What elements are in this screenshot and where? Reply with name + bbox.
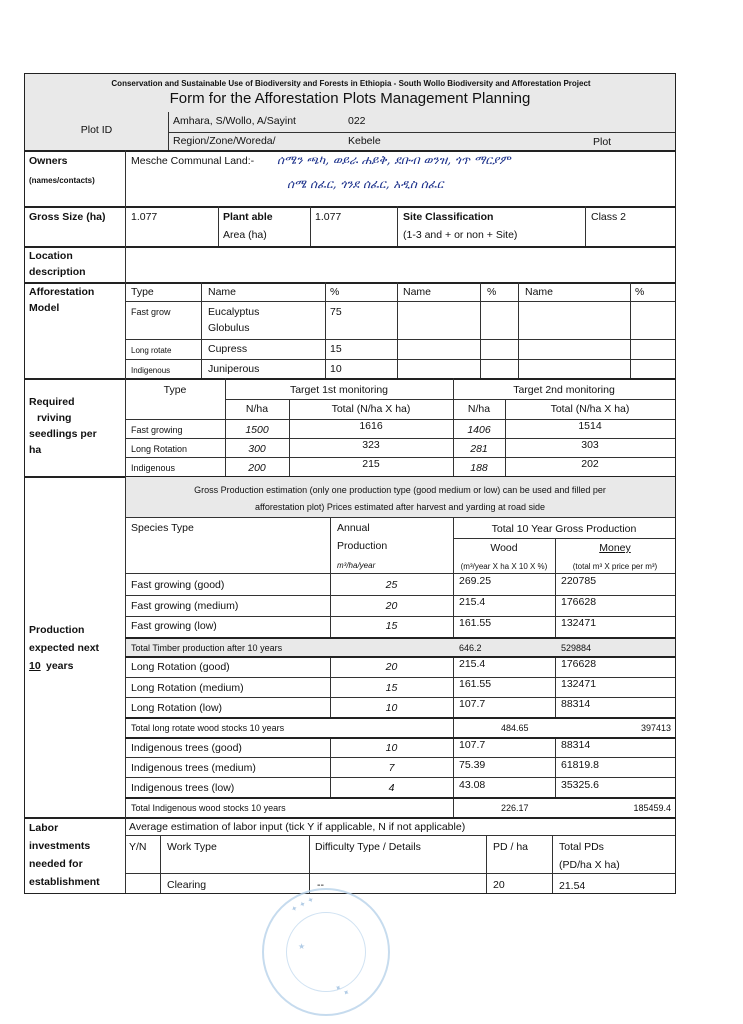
model-row-pct: 15 (330, 343, 342, 355)
model-col-pct: % (330, 286, 340, 298)
production-fast-total-wood: 646.2 (459, 643, 482, 653)
production-long-annual: 15 (385, 682, 398, 694)
seedlings-row-n2: 1406 (467, 424, 491, 436)
production-long-name: Long Rotation (medium) (131, 682, 244, 694)
production-long-annual: 20 (385, 661, 398, 673)
production-col-annual-2: Production (337, 540, 388, 552)
labor-col-total-sub: (PD/ha X ha) (559, 859, 620, 871)
owners-handwritten-line1: ሰሜን ጫካ, ወይራ ሐይቅ, ደቡብ ወንዝ, ጎጥ ማርያም (277, 153, 511, 167)
seedlings-label-4: ha (29, 444, 42, 456)
seedlings-row-t2: 202 (581, 458, 599, 470)
seedlings-label-3: seedlings per (29, 428, 97, 440)
production-long-total-money: 397413 (640, 723, 671, 733)
region-label: Region/Zone/Woreda/ (173, 135, 276, 147)
model-row-name: Eucalyptus (208, 306, 260, 318)
labor-col-difficulty: Difficulty Type / Details (315, 841, 421, 853)
production-long-wood: 215.4 (459, 658, 486, 670)
production-long-total-label: Total long rotate wood stocks 10 years (131, 723, 285, 733)
location-label-2: description (29, 266, 86, 278)
project-title: Conservation and Sustainable Use of Biodiversity and Forests in Ethiopia - South Wollo Biodiversity and Afforestation Project (111, 79, 591, 88)
production-indig-money: 35325.6 (561, 779, 599, 791)
seedlings-row-type: Fast growing (131, 425, 183, 435)
production-indig-total-label: Total Indigenous wood stocks 10 years (131, 803, 286, 813)
production-indig-annual: 4 (388, 782, 395, 794)
model-row-pct: 10 (330, 363, 342, 375)
production-fast-money: 176628 (561, 596, 597, 608)
production-col-wood: Wood (490, 542, 518, 554)
plantable-sublabel: Area (ha) (223, 229, 267, 241)
model-row-type: Indigenous (131, 366, 171, 375)
seedlings-row-t2: 303 (581, 439, 599, 451)
labor-col-pd: PD / ha (493, 841, 529, 853)
production-col-annual: Annual (337, 522, 370, 534)
region-value: Amhara, S/Wollo, A/Sayint (173, 115, 296, 127)
seedlings-row-n1: 1500 (245, 424, 269, 436)
production-col-species: Species Type (131, 522, 194, 534)
model-label: Afforestation (29, 286, 95, 298)
seedlings-row-n1: 200 (248, 462, 266, 474)
seedlings-nha-1: N/ha (245, 403, 269, 415)
production-fast-name: Fast growing (good) (131, 579, 225, 591)
production-long-money: 88314 (561, 698, 591, 710)
production-fast-money: 132471 (561, 617, 597, 629)
location-label: Location (29, 250, 73, 262)
production-note: Gross Production estimation (only one production type (good medium or low) can be used and filled per (194, 485, 606, 495)
labor-col-yn: Y/N (129, 841, 147, 853)
model-row-pct: 75 (330, 306, 342, 318)
labor-label-2: investments (29, 840, 91, 852)
labor-label: Labor (29, 822, 59, 834)
model-col-name-3: Name (525, 286, 554, 298)
production-fast-name: Fast growing (low) (131, 620, 217, 632)
production-long-wood: 161.55 (459, 678, 492, 690)
production-col-money-sub: (total m³ X price per m³) (572, 562, 658, 571)
labor-label-3: needed for (29, 858, 83, 870)
production-fast-money: 220785 (561, 575, 597, 587)
production-col-wood-sub: (m³/year X ha X 10 X %) (460, 562, 548, 571)
production-indig-money: 88314 (561, 739, 591, 751)
labor-label-4: establishment (29, 876, 100, 888)
site-class-sublabel: (1-3 and + or non + Site) (403, 229, 518, 241)
labor-row-total: 21.54 (559, 880, 586, 892)
model-row-type: Fast grow (131, 307, 171, 317)
seedlings-row-t1: 1616 (359, 420, 383, 432)
production-label-3: 10 (29, 660, 41, 672)
model-col-type: Type (131, 286, 154, 298)
production-label-4: years (46, 660, 74, 672)
production-fast-annual: 15 (385, 620, 398, 632)
planning-form (24, 73, 676, 894)
model-col-name-2: Name (403, 286, 432, 298)
seedlings-nha-2: N/ha (467, 403, 491, 415)
kebele-value: 022 (348, 115, 366, 127)
owners-label: Owners (29, 155, 68, 167)
seedlings-label-2: rviving (37, 412, 72, 424)
seedlings-target-2: Target 2nd monitoring (513, 384, 615, 396)
model-row-name: Juniperous (208, 363, 260, 375)
seedlings-row-t1: 323 (362, 439, 380, 451)
production-col-money: Money (599, 542, 631, 554)
production-indig-name: Indigenous trees (good) (131, 742, 242, 754)
model-row-name: Cupress (208, 343, 248, 355)
production-long-annual: 10 (385, 702, 398, 714)
site-class-value: Class 2 (591, 211, 627, 223)
production-indig-wood: 75.39 (459, 759, 486, 771)
seedlings-row-n2: 281 (470, 443, 488, 455)
model-row-type: Long rotate (131, 346, 172, 355)
seedlings-row-type: Indigenous (131, 463, 176, 473)
labor-row-pd: 20 (493, 879, 505, 891)
owners-sublabel: (names/contacts) (29, 176, 95, 185)
model-col-pct-3: % (635, 286, 645, 298)
labor-row-work: Clearing (167, 879, 207, 891)
production-indig-name: Indigenous trees (low) (131, 782, 235, 794)
labor-col-work: Work Type (167, 841, 217, 853)
plot-id-label: Plot ID (80, 124, 113, 136)
seedlings-row-n1: 300 (248, 443, 266, 455)
seedlings-row-n2: 188 (470, 462, 488, 474)
seedlings-total-2: Total (N/ha X ha) (550, 403, 630, 415)
owners-handwritten-line2: ሰሜ ሰፈር, ጎንደ ሰፈር, አዲስ ሰፈር (287, 177, 444, 191)
seedlings-row-type: Long Rotation (131, 444, 188, 454)
kebele-label: Kebele (348, 135, 381, 147)
production-long-wood: 107.7 (459, 698, 486, 710)
production-indig-annual: 10 (385, 742, 398, 754)
production-fast-wood: 269.25 (459, 575, 492, 587)
labor-col-total: Total PDs (559, 841, 604, 853)
production-long-money: 176628 (561, 658, 597, 670)
production-indig-money: 61819.8 (561, 759, 599, 771)
production-fast-annual: 25 (385, 579, 398, 591)
seedlings-total-1: Total (N/ha X ha) (331, 403, 411, 415)
production-indig-total-money: 185459.4 (633, 803, 671, 813)
plantable-label: Plant able (223, 211, 273, 223)
labor-note: Average estimation of labor input (tick Y if applicable, N if not applicable) (129, 821, 466, 833)
seedlings-row-t1: 215 (362, 458, 380, 470)
production-fast-wood: 161.55 (459, 617, 492, 629)
production-indig-wood: 107.7 (459, 739, 486, 751)
form-title: Form for the Afforestation Plots Management Planning (169, 90, 531, 107)
seedlings-col-type: Type (163, 384, 187, 396)
production-label: Production (29, 624, 85, 636)
seedlings-row-t2: 1514 (578, 420, 602, 432)
seedlings-label: Required (29, 396, 75, 408)
model-col-pct-2: % (487, 286, 497, 298)
seedlings-target-1: Target 1st monitoring (289, 384, 389, 396)
production-long-total-wood: 484.65 (501, 723, 529, 733)
site-class-label: Site Classification (403, 211, 494, 223)
production-note-2: afforestation plot) Prices estimated after harvest and yarding at road side (255, 502, 545, 512)
official-stamp: ✦ ✦ ✦ ★ ✦ ✦ (262, 888, 390, 1016)
model-row-name2: Globulus (208, 322, 250, 334)
production-long-name: Long Rotation (low) (131, 702, 223, 714)
gross-size-value: 1.077 (131, 211, 158, 223)
production-indig-annual: 7 (388, 762, 395, 774)
owners-value: Mesche Communal Land:- (131, 155, 255, 167)
production-long-money: 132471 (561, 678, 597, 690)
production-fast-annual: 20 (385, 600, 398, 612)
production-indig-total-wood: 226.17 (501, 803, 529, 813)
production-fast-name: Fast growing (medium) (131, 600, 239, 612)
gross-size-label: Gross Size (ha) (29, 211, 106, 223)
production-col-total: Total 10 Year Gross Production (491, 523, 637, 535)
production-indig-wood: 43.08 (459, 779, 486, 791)
production-fast-total-money: 529884 (561, 643, 592, 653)
model-label-2: Model (29, 302, 60, 314)
production-label-2: expected next (29, 642, 100, 654)
production-col-annual-3: m³/ha/year (337, 561, 376, 570)
production-long-name: Long Rotation (good) (131, 661, 230, 673)
plantable-value: 1.077 (315, 211, 342, 223)
production-fast-total-label: Total Timber production after 10 years (131, 643, 283, 653)
model-col-name: Name (208, 286, 237, 298)
labor-row-difficulty: -- (317, 879, 324, 891)
plot-label: Plot (593, 136, 612, 148)
production-fast-wood: 215.4 (459, 596, 486, 608)
production-indig-name: Indigenous trees (medium) (131, 762, 256, 774)
